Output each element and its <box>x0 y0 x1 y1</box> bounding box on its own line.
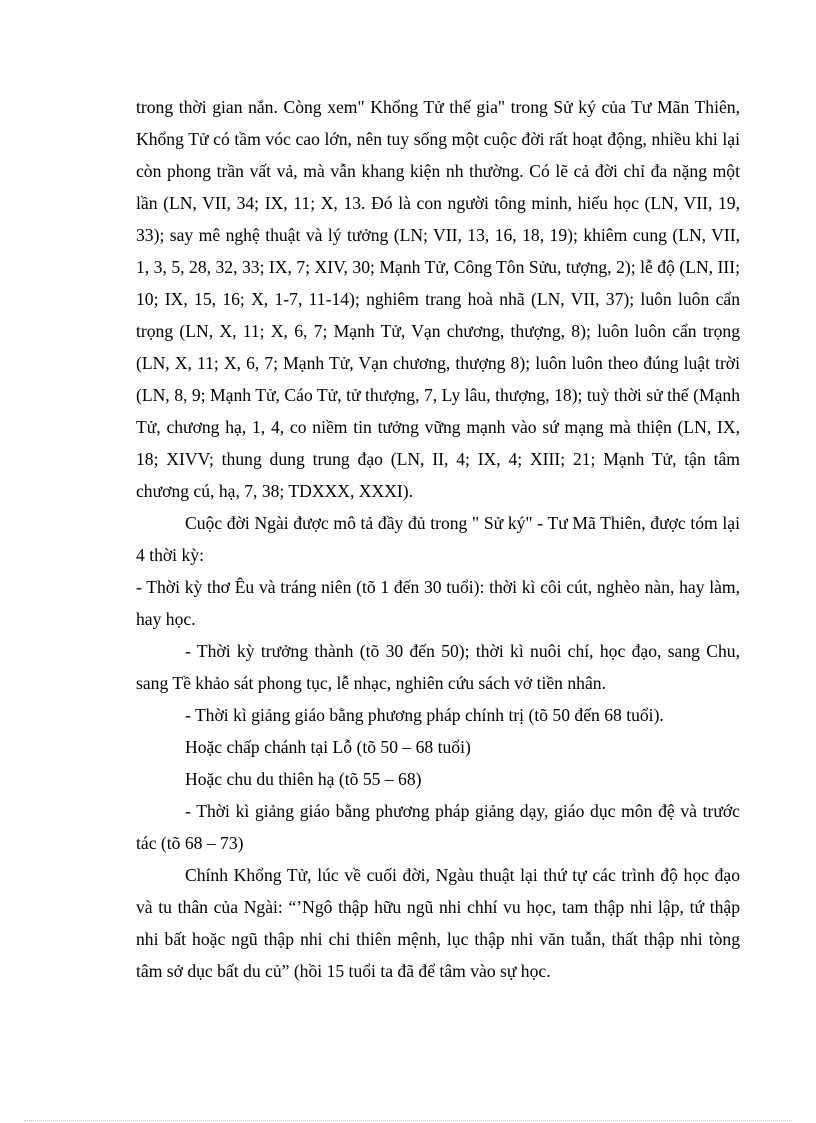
paragraph-confucius-character: trong thời gian nắn. Còng xem" Khổng Tử thế gia" trong Sử ký của Tư Mãn Thiên, Khổng Tử có tầm vóc cao lớn, nên tuy sống một cuộc đời rất hoạt động, nhiều khi lại còn phong trần vất vả, mà vẫn khang kiện nh thường. Có lẽ cả đời chỉ đa nặng một lần (LN, VII, 34; IX, 11; X, 13. Đó là con người tông minh, hiếu học (LN, VII, 19, 33); say mê nghệ thuật và lý tưởng (LN; VII, 13, 16, 18, 19); khiêm cung (LN, VII, 1, 3, 5, 28, 32, 33; IX, 7; XIV, 30; Mạnh Tử, Công Tôn Sửu, tượng, 2); lễ độ (LN, III; 10; IX, 15, 16; X, 1-7, 11-14); nghiêm trang hoà nhã (LN, VII, 37); luôn luôn cẩn trọng (LN, X, 11; X, 6, 7; Mạnh Tử, Vạn chương, thượng, 8); luôn luôn cẩn trọng (LN, X, 11; X, 6, 7; Mạnh Tử, Vạn chương, thượng 8); luôn luôn theo đúng luật trời (LN, 8, 9; Mạnh Tử, Cáo Tử, tử thượng, 7, Ly lâu, thượng, 18); tuỳ thời sử thế (Mạnh Tử, chương hạ, 1, 4, co niềm tin tưởng vững mạnh vào sứ mạng mà thiện (LN, IX, 18; XIVV; thung dung trung đạo (LN, II, 4; IX, 4; XIII; 21; Mạnh Tử, tận tâm chương cú, hạ, 7, 38; TDXXX, XXXI). <box>136 97 740 501</box>
paragraph-period-3b: Hoặc chu du thiên hạ (tõ 55 – 68) <box>185 769 422 789</box>
paragraph-period-4: - Thời kì giảng giáo bằng phương pháp giảng dạy, giáo dục môn đệ và trước tác (tõ 68 – 73) <box>136 801 740 853</box>
paragraph-learning-stages: Chính Khổng Tử, lúc về cuối đời, Ngàu thuật lại thứ tự các trình độ học đạo và tu thân của Ngài: “’Ngô thập hữu ngũ nhi chhí vu học, tam thập nhi lập, tứ thập nhi bất hoặc ngũ thập nhi chi thiên mệnh, lục thập nhi văn tuẫn, thất thập nhi tòng tâm sở dục bất du củ” (hồi 15 tuổi ta đã để tâm vào sự học. <box>136 865 740 981</box>
paragraph-life-periods-intro: Cuộc đời Ngài được mô tả đầy đủ trong " Sử ký" - Tư Mã Thiên, được tóm lại 4 thời kỳ: <box>136 513 740 565</box>
paragraph-period-1: - Thời kỳ thơ Êu và tráng niên (tõ 1 đến 30 tuổi): thời kì côi cút, nghèo nàn, hay làm, hay học. <box>136 577 740 629</box>
paragraph-period-2: - Thời kỳ trưởng thành (tõ 30 đến 50); thời kì nuôi chí, học đạo, sang Chu, sang Tề khảo sát phong tục, lễ nhạc, nghiên cứu sách vở tiền nhân. <box>136 641 740 693</box>
body-text <box>136 91 740 987</box>
paragraph-period-3: - Thời kì giảng giáo bằng phương pháp chính trị (tõ 50 đến 68 tuổi). <box>185 705 664 725</box>
paragraph-period-3a: Hoặc chấp chánh tại Lỗ (tõ 50 – 68 tuổi) <box>185 737 471 757</box>
page-bottom-divider <box>24 1120 792 1121</box>
